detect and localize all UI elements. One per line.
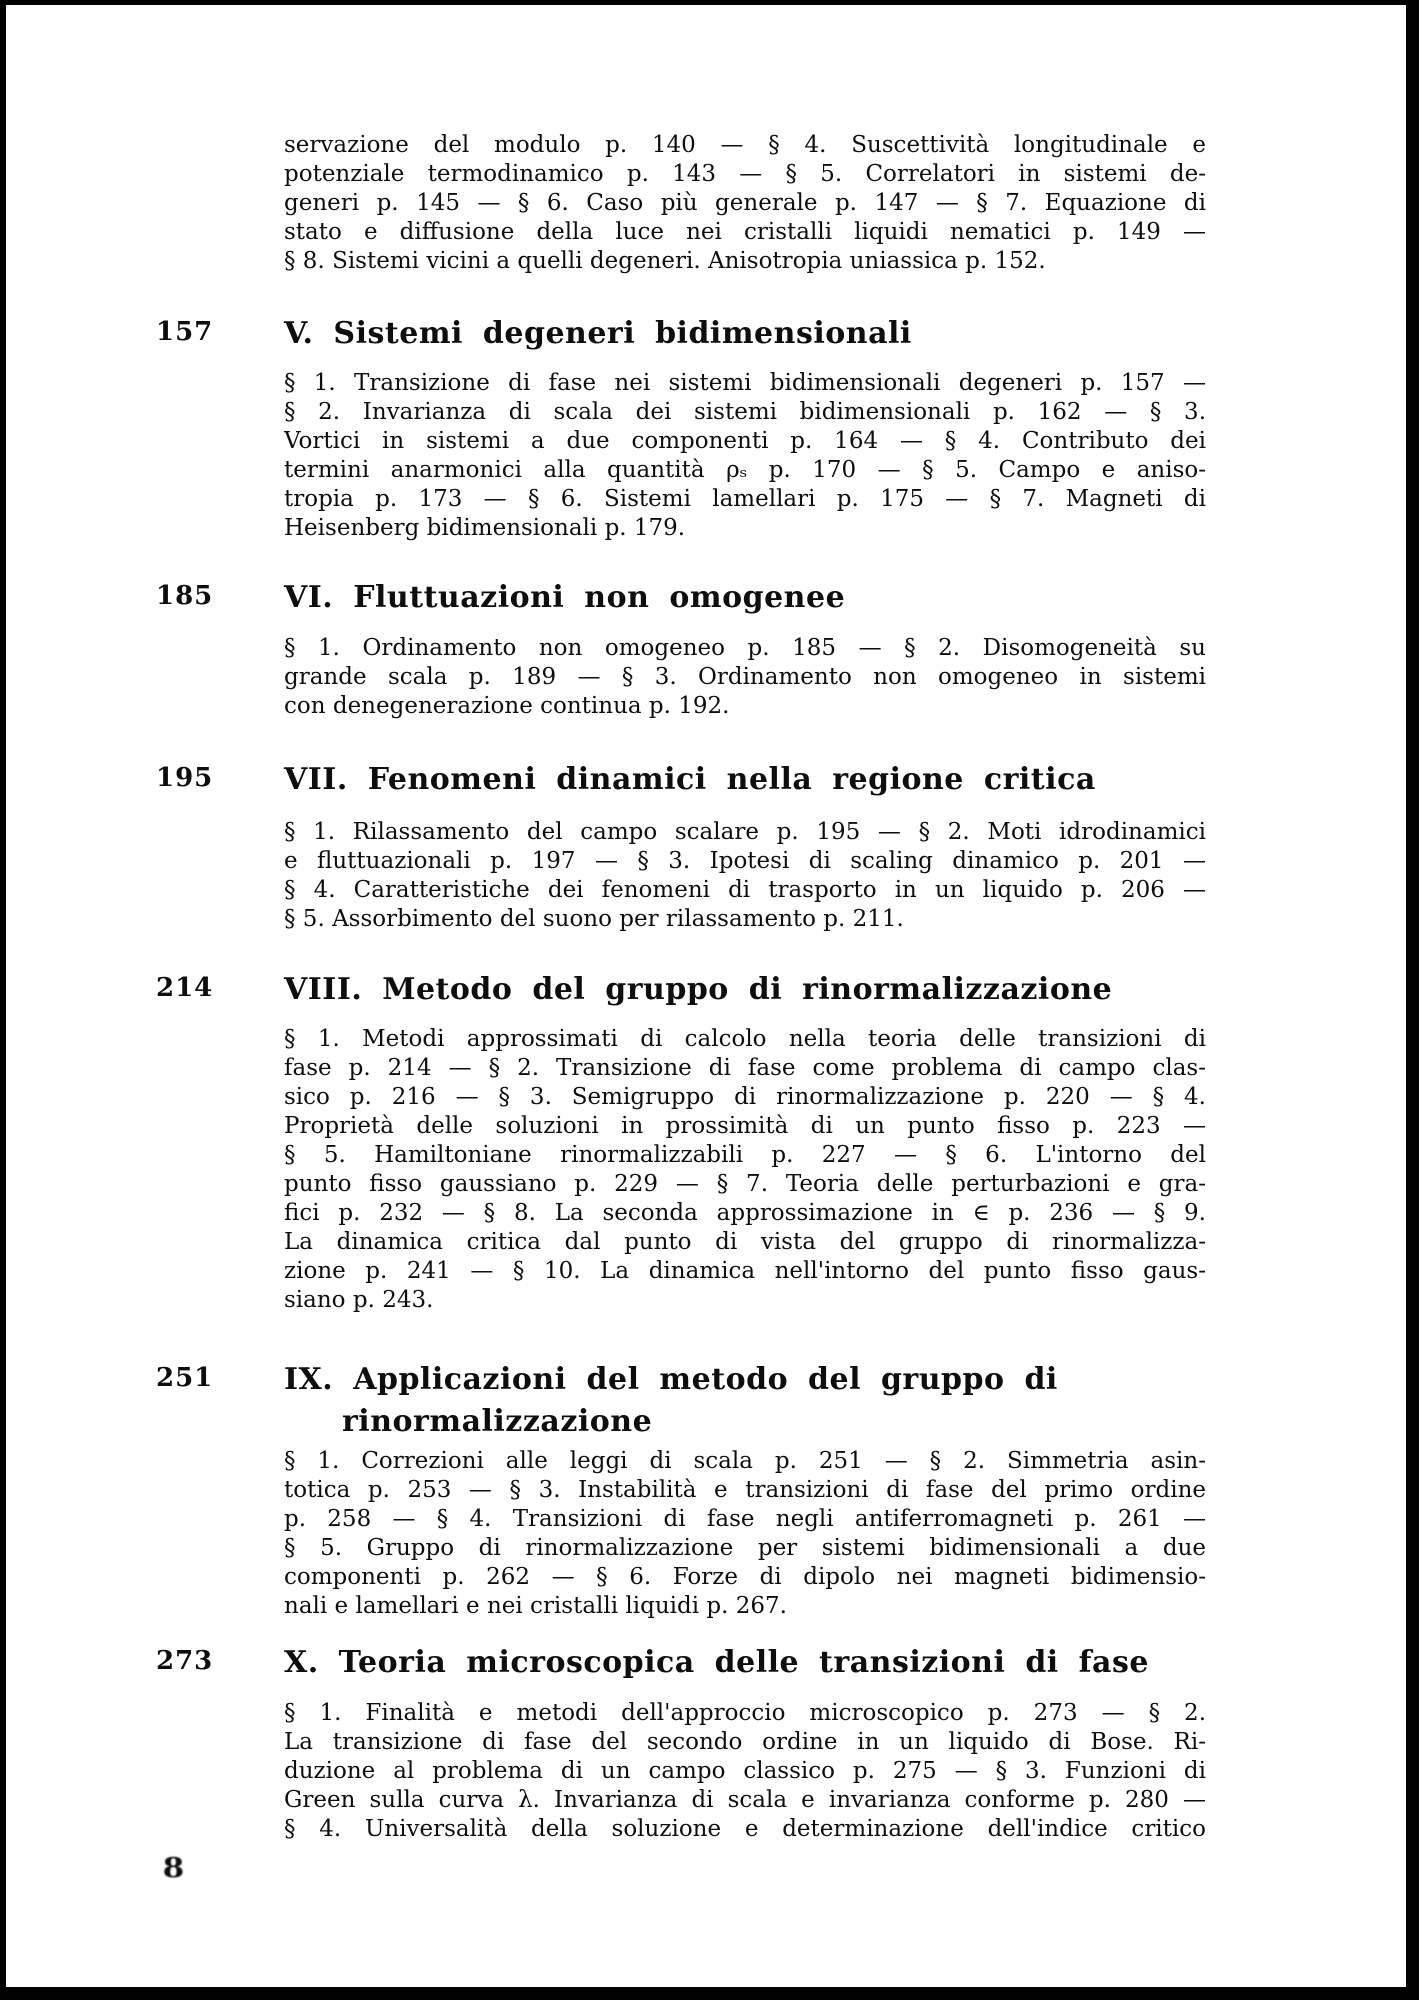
text-line: La dinamica critica dal punto di vista del gruppo di rinormalizza-	[284, 1229, 1206, 1255]
text-line: zione p. 241 — § 10. La dinamica nell'intorno del punto fisso gaus-	[284, 1258, 1206, 1284]
text-line: Proprietà delle soluzioni in prossimità di un punto fisso p. 223 —	[284, 1113, 1206, 1139]
text-line: siano p. 243.	[284, 1287, 434, 1313]
text-line: § 1. Correzioni alle leggi di scala p. 251 — § 2. Simmetria asin-	[284, 1448, 1206, 1474]
text-line: Vortici in sistemi a due componenti p. 164 — § 4. Contributo dei	[284, 428, 1206, 454]
toc-paragraph	[284, 369, 1206, 543]
chapter-start-page-number: 251	[156, 1363, 214, 1393]
text-line: servazione del modulo p. 140 — § 4. Suscettività longitudinale e	[284, 132, 1206, 158]
text-line: § 1. Rilassamento del campo scalare p. 195 — § 2. Moti idrodinamici	[284, 819, 1206, 845]
chapter-start-page-number: 157	[156, 317, 214, 347]
text-line: rinormalizzazione	[342, 1404, 653, 1439]
text-line: componenti p. 262 — § 6. Forze di dipolo nei magneti bidimensio-	[284, 1564, 1206, 1590]
text-line: VII. Fenomeni dinamici nella regione critica	[284, 762, 1096, 797]
text-line: grande scala p. 189 — § 3. Ordinamento non omogeneo in sistemi	[284, 664, 1206, 690]
text-line: Green sulla curva λ. Invarianza di scala e invarianza conforme p. 280 —	[284, 1787, 1206, 1813]
toc-paragraph	[284, 818, 1206, 934]
text-line: fase p. 214 — § 2. Transizione di fase come problema di campo clas-	[284, 1055, 1206, 1081]
text-line: § 5. Gruppo di rinormalizzazione per sistemi bidimensionali a due	[284, 1535, 1206, 1561]
text-line: termini anarmonici alla quantità ρₛ p. 170 — § 5. Campo e aniso-	[284, 457, 1206, 483]
text-line: § 1. Ordinamento non omogeneo p. 185 — § 2. Disomogeneità su	[284, 635, 1206, 661]
text-line: nali e lamellari e nei cristalli liquidi p. 267.	[284, 1593, 787, 1619]
text-line: VI. Fluttuazioni non omogenee	[284, 580, 846, 615]
chapter-start-page-number: 273	[156, 1646, 214, 1676]
text-line: con denegenerazione continua p. 192.	[284, 693, 730, 719]
chapter-heading	[284, 759, 1224, 801]
toc-paragraph	[284, 634, 1206, 721]
toc-paragraph	[284, 1699, 1206, 1844]
chapter-start-page-number: 185	[156, 581, 214, 611]
text-line: Heisenberg bidimensionali p. 179.	[284, 515, 686, 541]
text-line: e fluttuazionali p. 197 — § 3. Ipotesi di scaling dinamico p. 201 —	[284, 848, 1206, 874]
text-line: VIII. Metodo del gruppo di rinormalizzazione	[284, 972, 1113, 1007]
toc-continuation-paragraph	[284, 131, 1206, 276]
text-line: § 4. Universalità della soluzione e determinazione dell'indice critico	[284, 1816, 1206, 1842]
text-line: § 1. Finalità e metodi dell'approccio microscopico p. 273 — § 2.	[284, 1700, 1206, 1726]
chapter-heading	[284, 1359, 1224, 1443]
chapter-start-page-number: 214	[156, 973, 214, 1003]
text-line: p. 258 — § 4. Transizioni di fase negli antiferromagneti p. 261 —	[284, 1506, 1206, 1532]
text-line: V. Sistemi degeneri bidimensionali	[284, 316, 912, 351]
text-line: duzione al problema di un campo classico p. 275 — § 3. Funzioni di	[284, 1758, 1206, 1784]
text-line: totica p. 253 — § 3. Instabilità e transizioni di fase del primo ordine	[284, 1477, 1206, 1503]
text-line: X. Teoria microscopica delle transizioni di fase	[284, 1645, 1149, 1680]
text-line: IX. Applicazioni del metodo del gruppo di	[284, 1362, 1058, 1397]
text-line: § 4. Caratteristiche dei fenomeni di trasporto in un liquido p. 206 —	[284, 877, 1206, 903]
chapter-heading	[284, 577, 1224, 619]
text-line: fici p. 232 — § 8. La seconda approssimazione in ∈ p. 236 — § 9.	[284, 1200, 1206, 1226]
text-line: § 5. Assorbimento del suono per rilassamento p. 211.	[284, 906, 904, 932]
text-line: stato e diffusione della luce nei cristalli liquidi nematici p. 149 —	[284, 219, 1206, 245]
chapter-start-page-number: 195	[156, 763, 214, 793]
text-line: tropia p. 173 — § 6. Sistemi lamellari p. 175 — § 7. Magneti di	[284, 486, 1206, 512]
text-line: § 1. Transizione di fase nei sistemi bidimensionali degeneri p. 157 —	[284, 370, 1206, 396]
text-line: punto fisso gaussiano p. 229 — § 7. Teoria delle perturbazioni e gra-	[284, 1171, 1206, 1197]
text-line: potenziale termodinamico p. 143 — § 5. Correlatori in sistemi de-	[284, 161, 1206, 187]
toc-paragraph	[284, 1025, 1206, 1315]
paper-surface	[6, 5, 1406, 1987]
text-line: § 5. Hamiltoniane rinormalizzabili p. 227 — § 6. L'intorno del	[284, 1142, 1206, 1168]
text-line: § 2. Invarianza di scala dei sistemi bidimensionali p. 162 — § 3.	[284, 399, 1206, 425]
chapter-heading	[284, 969, 1224, 1011]
text-line: La transizione di fase del secondo ordine in un liquido di Bose. Ri-	[284, 1729, 1206, 1755]
chapter-heading	[284, 313, 1224, 355]
text-line: sico p. 216 — § 3. Semigruppo di rinormalizzazione p. 220 — § 4.	[284, 1084, 1206, 1110]
text-line: § 8. Sistemi vicini a quelli degeneri. Anisotropia uniassica p. 152.	[284, 248, 1046, 274]
signature-ink-mark: 8	[162, 1853, 185, 1884]
text-line: generi p. 145 — § 6. Caso più generale p. 147 — § 7. Equazione di	[284, 190, 1206, 216]
text-line: § 1. Metodi approssimati di calcolo nella teoria delle transizioni di	[284, 1026, 1206, 1052]
chapter-heading	[284, 1642, 1224, 1684]
toc-paragraph	[284, 1447, 1206, 1621]
